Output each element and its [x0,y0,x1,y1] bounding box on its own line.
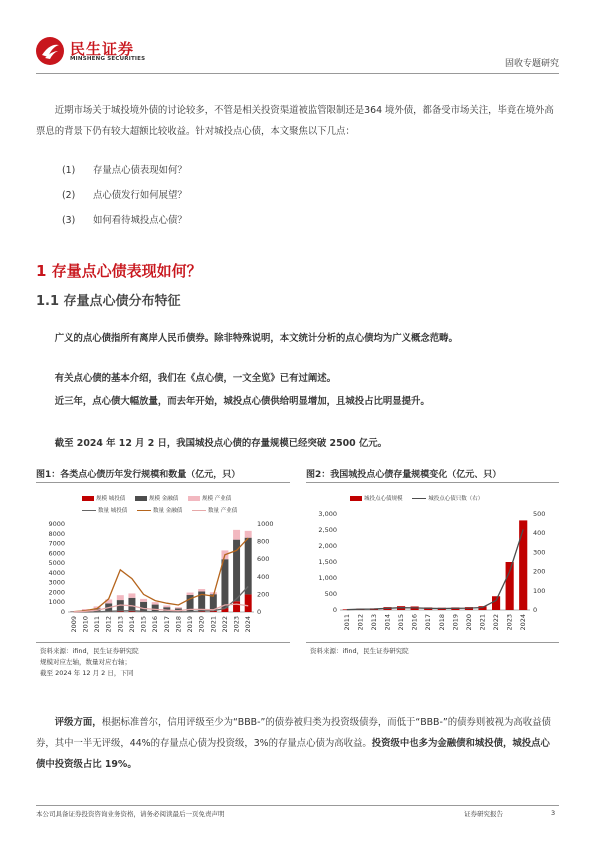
question-num: (1) [62,165,76,176]
bar [492,596,500,610]
y-left-tick-label: 3000 [48,578,65,587]
legend-label: 规模 金融债 [149,496,179,502]
legend-item [135,496,178,502]
x-tick-label: 2013 [369,614,378,631]
bar [128,598,135,611]
question-text: 点心债发行如何展望？ [92,190,187,201]
legend-swatch [188,496,200,501]
figure-2-top-rule [306,482,559,483]
legend-item [412,496,483,502]
subsection-title: 1.1 存量点心债分布特征 [36,294,181,309]
series-line [347,529,523,609]
legend-label: 数量 城投债 [98,508,128,514]
brand-logo [36,37,156,69]
y-right-tick-label: 0 [533,606,538,614]
x-tick-label: 2017 [162,616,171,633]
section-title: 1 存量点心债表现如何？ [36,262,202,280]
source-line: 资料来源：ifind，民生证券研究院 [310,647,409,655]
x-tick-label: 2012 [356,614,365,631]
y-right-tick-label: 300 [533,548,546,557]
x-tick-label: 2024 [519,614,528,631]
x-tick-label: 2014 [383,614,392,631]
figure-1-bottom-rule [36,642,290,643]
question-text: 存量点心债表现如何？ [92,165,187,176]
question-num: (2) [62,190,76,201]
source-line: 规模对应左轴，数量对应右轴； [40,658,131,666]
x-tick-label: 2022 [220,616,229,633]
bar [198,589,205,591]
footer-disclaimer: 本公司具备证券投资咨询业务资格，请务必阅读最后一页免责声明 [36,810,225,818]
bar [187,593,194,595]
figure-2-legend [350,494,491,502]
paragraph-3: 近三年，点心债大幅放量，而去年开始，城投点心债供给明显增加，且城投占比明显提升。 [54,396,430,407]
figure-1-legend-row-1 [82,494,239,502]
legend-item [82,496,125,502]
figure-1-top-rule [36,482,290,483]
rating-paragraph [36,712,559,775]
paragraph-4: 截至 2024 年 12 月 2 日，我国城投点心债的存量规模已经突破 2500 亿元。 [54,438,388,449]
bar [128,593,135,597]
y-left-tick-label: 9000 [48,520,65,528]
legend-label: 规模 城投债 [96,496,126,502]
y-left-tick-label: 6000 [48,549,65,558]
legend-item [192,508,237,514]
legend-swatch [350,496,362,501]
x-tick-label: 2018 [437,614,446,631]
bar [175,607,182,608]
y-right-tick-label: 500 [533,510,546,518]
x-tick-label: 2012 [104,616,113,633]
x-tick-label: 2015 [139,616,148,633]
figure-1-source [40,646,139,679]
y-left-tick-label: 8000 [48,529,65,538]
legend-label: 城投点心债规模 [364,496,403,502]
legend-swatch [412,498,426,500]
rating-lead: 评级方面， [54,717,102,728]
x-tick-label: 2011 [93,616,102,633]
y-right-tick-label: 400 [533,529,546,538]
source-line: 资料来源：ifind，民生证券研究院 [40,647,139,655]
bar [152,602,159,604]
bar [152,605,159,612]
x-tick-label: 2015 [397,614,406,631]
legend-label: 规模 产业债 [202,496,232,502]
x-tick-label: 2023 [232,616,241,633]
x-tick-label: 2020 [464,614,473,631]
figure-2-bottom-rule [306,642,559,643]
x-tick-label: 2019 [186,616,195,633]
question-1 [62,162,187,176]
bar [506,562,514,610]
figure-1-chart [36,516,290,640]
y-right-tick-label: 600 [257,555,270,564]
bar [140,599,147,602]
legend-swatch [82,510,96,512]
figure-2-source [310,646,409,657]
y-left-tick-label: 5000 [48,559,65,568]
y-left-tick-label: 4000 [48,568,65,577]
question-num: (3) [62,215,76,226]
figure-2-title: 图2：我国城投点心债存量规模变化（亿元、只） [306,470,502,480]
x-tick-label: 2010 [81,616,90,633]
x-tick-label: 2023 [505,614,514,631]
figure-1-title: 图1：各类点心债历年发行规模和数量（亿元，只） [36,470,241,480]
y-right-tick-label: 400 [257,572,270,581]
x-tick-label: 2019 [451,614,460,631]
x-tick-label: 2021 [209,616,218,633]
y-left-tick-label: 2000 [48,588,65,597]
bar [233,530,240,540]
bar [245,594,252,612]
x-tick-label: 2016 [410,614,419,631]
x-tick-label: 2024 [244,616,253,633]
source-line: 截至 2024 年 12 月 2 日，下同 [40,669,134,677]
y-left-tick-label: 3,000 [318,510,337,518]
bar [163,605,170,607]
page-number: 3 [551,809,556,817]
bar [140,602,147,611]
x-tick-label: 2020 [197,616,206,633]
x-tick-label: 2017 [424,614,433,631]
legend-swatch [135,496,147,501]
legend-item [188,496,231,502]
question-2 [62,187,187,201]
bar [233,601,240,612]
logo-mark-icon [36,37,64,65]
legend-swatch [137,510,151,512]
y-left-tick-label: 0 [60,608,65,616]
y-left-tick-label: 2,000 [318,542,337,550]
y-left-tick-label: 7000 [48,539,65,548]
footer-divider [36,805,559,806]
paragraph-1: 广义的点心债指所有离岸人民币债券。除非特殊说明，本文统计分析的点心债均为广义概念范畴。 [54,333,458,344]
bar [221,559,228,608]
bar [245,531,252,538]
y-right-tick-label: 0 [257,608,262,616]
y-right-tick-label: 100 [533,586,546,595]
report-type: 固收专题研究 [504,59,559,69]
legend-item [137,508,182,514]
y-left-tick-label: 2,500 [318,526,337,534]
legend-swatch [82,496,94,501]
y-right-tick-label: 800 [257,537,270,546]
question-3 [62,212,187,226]
y-left-tick-label: 1000 [48,598,65,607]
figure-1-legend-row-2 [82,506,245,514]
bar [519,520,527,610]
brand-name-cn: 民生证券 [70,40,135,58]
x-tick-label: 2016 [151,616,160,633]
bar [245,538,252,595]
x-tick-label: 2022 [492,614,501,631]
question-text: 如何看待城投点心债？ [92,215,187,226]
x-tick-label: 2021 [478,614,487,631]
rating-text: 根据标准普尔，信用评级至少为“BBB-”的债券被归类为投资级债券，而低于“BBB-”的债券则被视为高收益债券，其中一半无评级，44%的存量点心债为投资级，3%的存量点心债为高收益。 [36,717,551,749]
legend-label: 数量 产业债 [208,508,238,514]
y-right-tick-label: 200 [257,590,270,599]
legend-swatch [192,510,206,512]
x-tick-label: 2018 [174,616,183,633]
y-left-tick-label: 1,500 [318,558,337,566]
x-tick-label: 2013 [116,616,125,633]
rating-bold-tail: 投资级中也多为金融债和城投债，城投点心债中投资级占比 19%。 [36,738,550,770]
x-tick-label: 2009 [69,616,78,633]
x-tick-label: 2014 [127,616,136,633]
footer-report-label: 证券研究报告 [464,810,503,818]
intro-paragraph: 近期市场关于城投境外债的讨论较多，不管是相关投资渠道被监管限制还是364 境外债，都备受市场关注，毕竟在境外高票息的背景下仍有较大超额比较收益。针对城投点心债，本文聚焦以下几点： [36,105,554,137]
bar [233,540,240,602]
paragraph-2: 有关点心债的基本介绍，我们在《点心债，一文全览》已有过阐述。 [54,373,337,384]
bar [117,595,124,600]
x-tick-label: 2011 [342,614,351,631]
figure-2-chart [306,506,559,640]
y-right-tick-label: 200 [533,567,546,576]
y-right-tick-label: 1000 [257,520,274,528]
legend-item [350,496,403,502]
legend-label: 数量 金融债 [153,508,183,514]
header-divider [36,73,559,74]
legend-label: 城投点心债只数（右） [428,496,484,502]
legend-item [82,508,127,514]
y-left-tick-label: 0 [332,606,337,614]
y-left-tick-label: 1,000 [318,574,337,582]
brand-name-en: MINSHENG SECURITIES [70,56,146,62]
y-left-tick-label: 500 [324,590,337,598]
